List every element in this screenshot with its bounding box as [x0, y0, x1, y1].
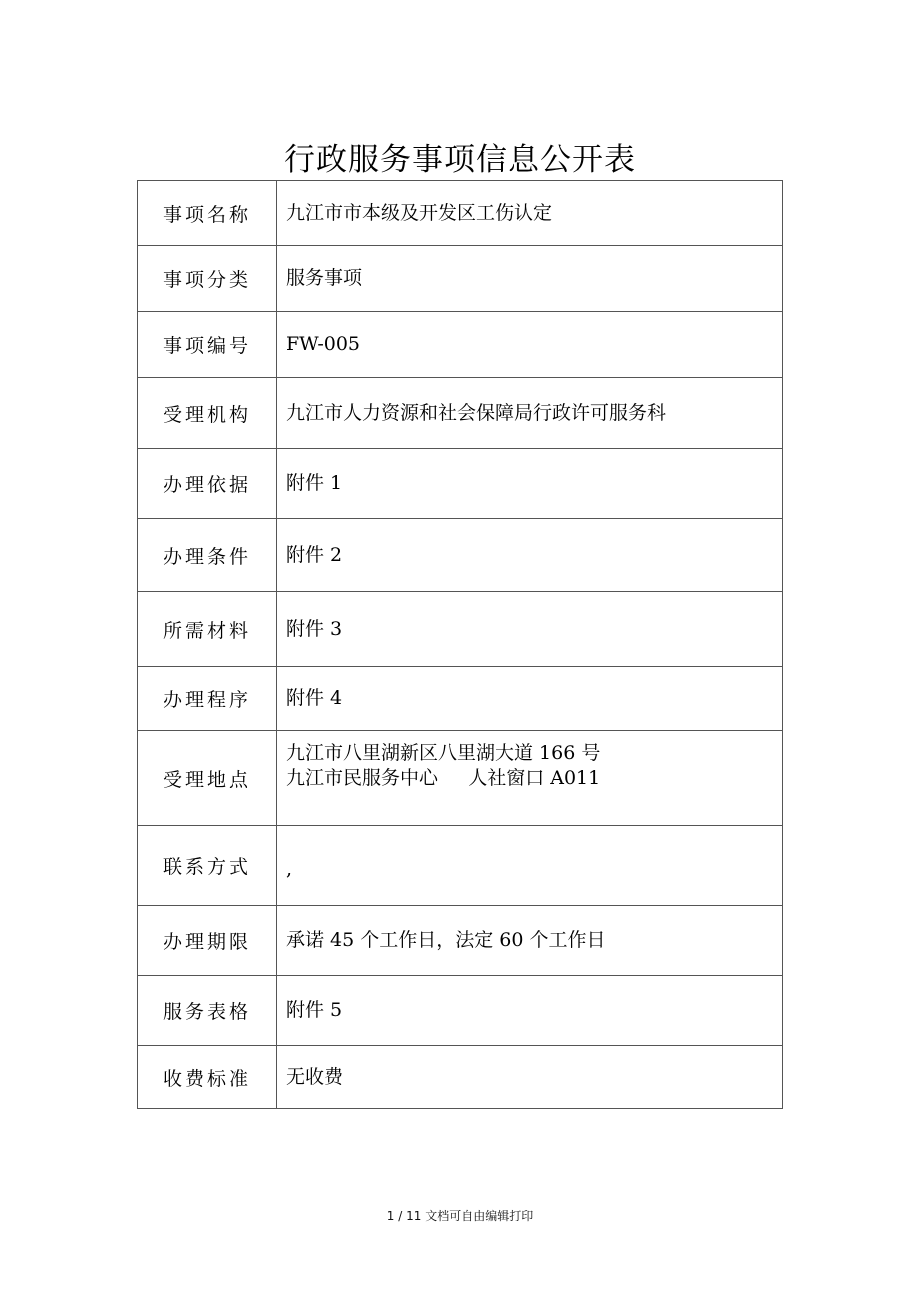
row-label: 事项编号 [138, 312, 277, 378]
row-value: 服务事项 [277, 246, 783, 312]
row-label: 受理机构 [138, 378, 277, 449]
row-label: 服务表格 [138, 976, 277, 1046]
row-label: 事项名称 [138, 181, 277, 246]
table-row [138, 906, 783, 976]
row-value: 附件 5 [277, 976, 783, 1046]
page-footer: 1 / 11 文档可自由编辑打印 [386, 1209, 534, 1223]
table-row [138, 246, 783, 312]
page-title: 行政服务事项信息公开表 [284, 142, 636, 178]
table-row [138, 731, 783, 826]
row-label: 收费标准 [138, 1046, 277, 1109]
table-row [138, 1046, 783, 1109]
table-row [138, 312, 783, 378]
row-value: 附件 1 [277, 449, 783, 519]
row-value: 无收费 [277, 1046, 783, 1109]
row-label: 受理地点 [138, 731, 277, 826]
row-label: 联系方式 [138, 826, 277, 906]
info-table [137, 180, 783, 1109]
table-row [138, 449, 783, 519]
row-label: 办理程序 [138, 667, 277, 731]
row-label: 所需材料 [138, 592, 277, 667]
row-value: 九江市市本级及开发区工伤认定 [277, 181, 783, 246]
row-value: 附件 2 [277, 519, 783, 592]
row-value: 九江市人力资源和社会保障局行政许可服务科 [277, 378, 783, 449]
table-row [138, 976, 783, 1046]
table-row [138, 826, 783, 906]
table-row [138, 592, 783, 667]
address-line-2: 九江市民服务中心 人社窗口 A011 [286, 767, 601, 789]
address-line-1: 九江市八里湖新区八里湖大道 166 号 [286, 742, 601, 764]
row-label: 办理期限 [138, 906, 277, 976]
row-value: , [277, 826, 783, 906]
row-value: 承诺 45 个工作日，法定 60 个工作日 [277, 906, 783, 976]
row-label: 事项分类 [138, 246, 277, 312]
row-value: 附件 3 [277, 592, 783, 667]
table-row [138, 519, 783, 592]
table-row [138, 378, 783, 449]
row-value [277, 731, 783, 826]
row-label: 办理依据 [138, 449, 277, 519]
row-value: FW-005 [277, 312, 783, 378]
row-label: 办理条件 [138, 519, 277, 592]
row-value: 附件 4 [277, 667, 783, 731]
table-row [138, 667, 783, 731]
table-row [138, 181, 783, 246]
